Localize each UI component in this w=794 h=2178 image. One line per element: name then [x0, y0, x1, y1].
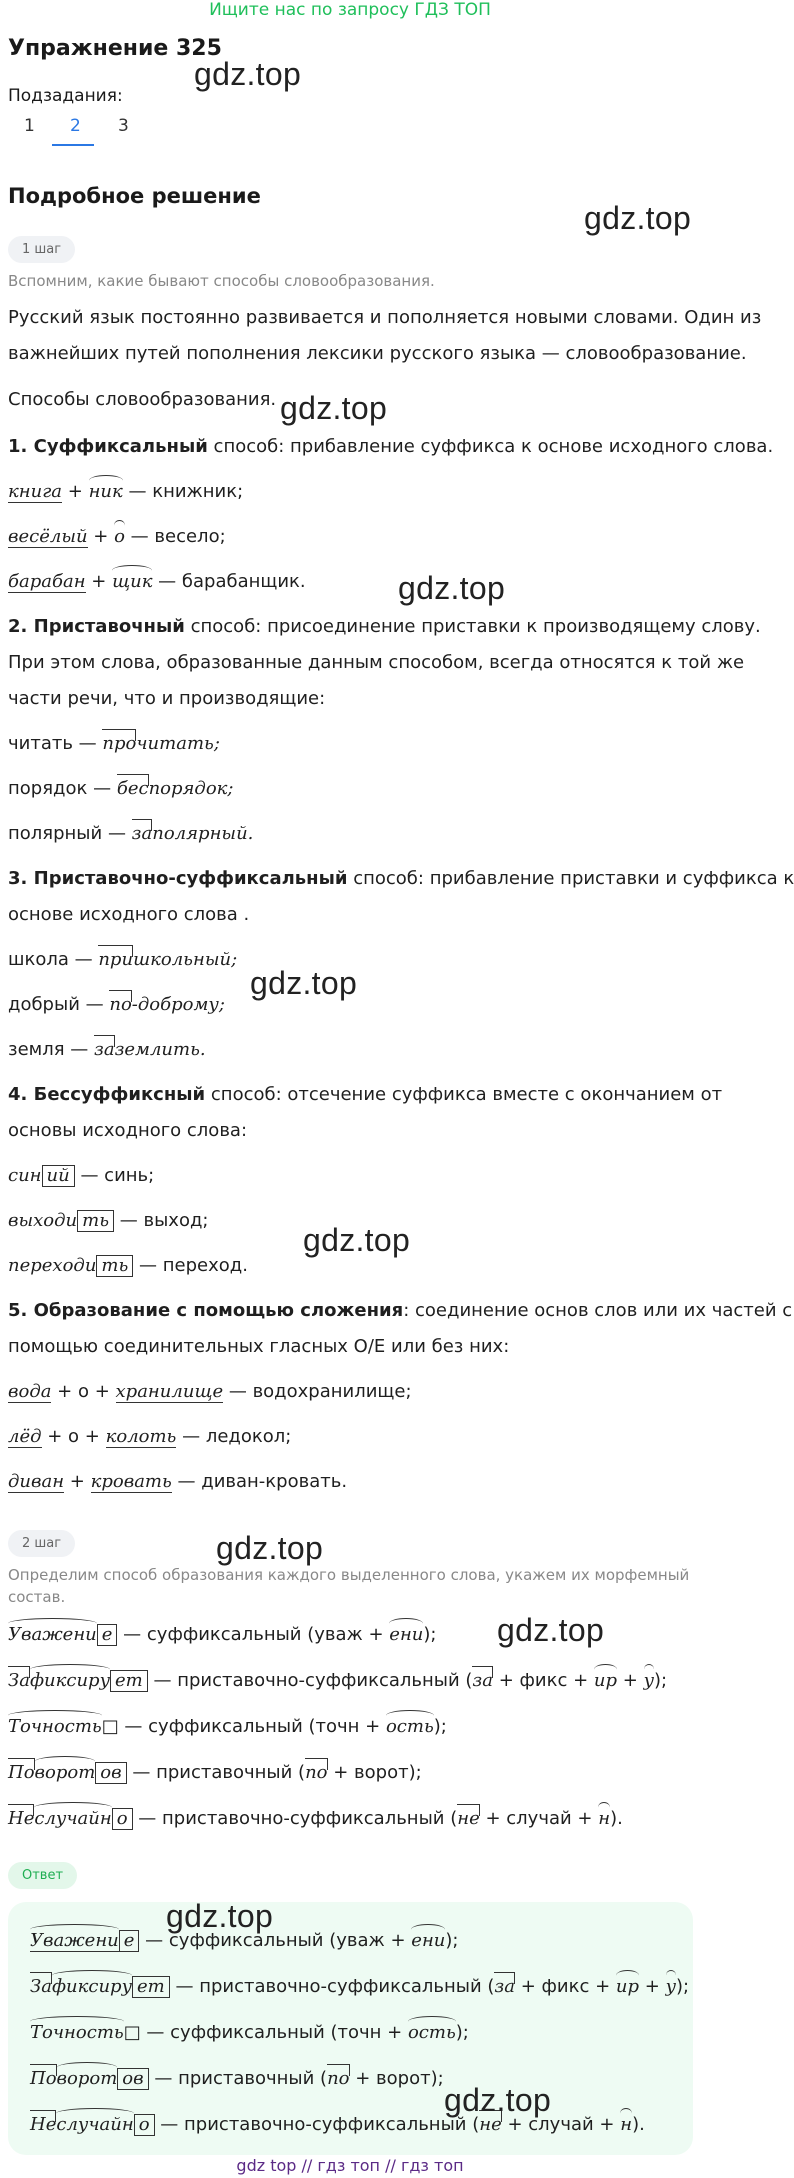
example: лёд + о + колоть — ледокол; [8, 1426, 292, 1447]
tab-2[interactable]: 2 [70, 116, 81, 136]
paragraph: Русский язык постоянно развивается и пополняется новыми словами. Один из [8, 307, 762, 328]
method-3: 3. Приставочно-суффиксальный способ: прибавление приставки и суффикса к [8, 868, 794, 889]
example: книга + ник — книжник; [8, 481, 244, 502]
example: порядок — беспорядок; [8, 778, 234, 799]
example: весёлый + о — весело; [8, 526, 226, 547]
top-banner[interactable]: Ищите нас по запросу ГДЗ ТОП [209, 0, 491, 20]
answer-line: Поворот ов — приставочный (по + ворот); [30, 2068, 444, 2089]
step-2-note: Определим способ образования каждого выделенного слова, укажем их морфемный [8, 1566, 690, 1584]
example: выходи ть — выход; [8, 1210, 209, 1231]
example: земля — заземлить. [8, 1039, 206, 1060]
example: диван + кровать — диван-кровать. [8, 1471, 348, 1492]
watermark: gdz.top [398, 570, 506, 606]
method-2: 2. Приставочный способ: присоединение приставки к производящему слову. [8, 616, 761, 637]
example: син ий — синь; [8, 1165, 155, 1186]
section-title: Подробное решение [8, 184, 261, 208]
step-2-note: состав. [8, 1588, 66, 1606]
example: полярный — заполярный. [8, 823, 254, 844]
watermark: gdz.top [216, 1530, 324, 1566]
step-2-badge: 2 шаг [8, 1530, 75, 1557]
paragraph: помощью соединительных гласных О/Е или без них: [8, 1336, 510, 1357]
watermark: gdz.top [444, 2082, 552, 2118]
watermark: gdz.top [194, 56, 302, 92]
watermark: gdz.top [166, 1898, 274, 1934]
word-analysis: Зафиксиру ет — приставочно-суффиксальный (за + фикс + ир + у); [8, 1670, 668, 1691]
step-1-note: Вспомним, какие бывают способы словообразования. [8, 272, 435, 290]
example: вода + о + хранилище — водохранилище; [8, 1381, 412, 1402]
example: барабан + щик — барабанщик. [8, 571, 306, 592]
paragraph: важнейших путей пополнения лексики русского языка — словообразование. [8, 343, 747, 364]
footer-links[interactable]: gdz top // гдз топ // гдз топ [236, 2156, 464, 2175]
example: переходи ть — переход. [8, 1255, 248, 1276]
word-analysis: Неслучайн о — приставочно-суффиксальный (не + случай + н). [8, 1808, 623, 1829]
example: школа — пришкольный; [8, 949, 238, 970]
word-analysis: Уважени е — суффиксальный (уваж + ени); [8, 1624, 437, 1645]
method-5: 5. Образование с помощью сложения: соединение основ слов или их частей с [8, 1300, 793, 1321]
watermark: gdz.top [280, 390, 388, 426]
tab-3[interactable]: 3 [118, 116, 129, 136]
answer-line: Уважени е — суффиксальный (уваж + ени); [30, 1930, 459, 1951]
example: добрый — по-доброму; [8, 994, 225, 1015]
method-4: 4. Бессуффиксный способ: отсечение суффикса вместе с окончанием от [8, 1084, 723, 1105]
watermark: gdz.top [497, 1612, 605, 1648]
word-analysis: Поворот ов — приставочный (по + ворот); [8, 1762, 422, 1783]
watermark: gdz.top [584, 200, 692, 236]
word-analysis: Точность□ — суффиксальный (точн + ость); [8, 1716, 447, 1737]
paragraph: При этом слова, образованные данным способом, всегда относятся к той же [8, 652, 745, 673]
paragraph: основе исходного слова . [8, 904, 250, 925]
answer-line: Зафиксиру ет — приставочно-суффиксальный (за + фикс + ир + у); [30, 1976, 690, 1997]
paragraph: Способы словообразования. [8, 389, 277, 410]
paragraph: части речи, что и производящие: [8, 688, 326, 709]
watermark: gdz.top [250, 965, 358, 1001]
example: читать — прочитать; [8, 733, 220, 754]
step-1-badge: 1 шаг [8, 236, 75, 263]
answer-badge: Ответ [8, 1862, 77, 1889]
subtasks-label: Подзадания: [8, 86, 123, 106]
answer-line: Точность□ — суффиксальный (точн + ость); [30, 2022, 469, 2043]
answer-line: Неслучайн о — приставочно-суффиксальный (не + случай + н). [30, 2114, 645, 2135]
watermark: gdz.top [303, 1222, 411, 1258]
tab-1[interactable]: 1 [24, 116, 35, 136]
method-1: 1. Суффиксальный способ: прибавление суффикса к основе исходного слова. [8, 436, 774, 457]
page-title: Упражнение 325 [8, 36, 222, 61]
active-tab-underline [52, 144, 94, 146]
paragraph: основы исходного слова: [8, 1120, 248, 1141]
